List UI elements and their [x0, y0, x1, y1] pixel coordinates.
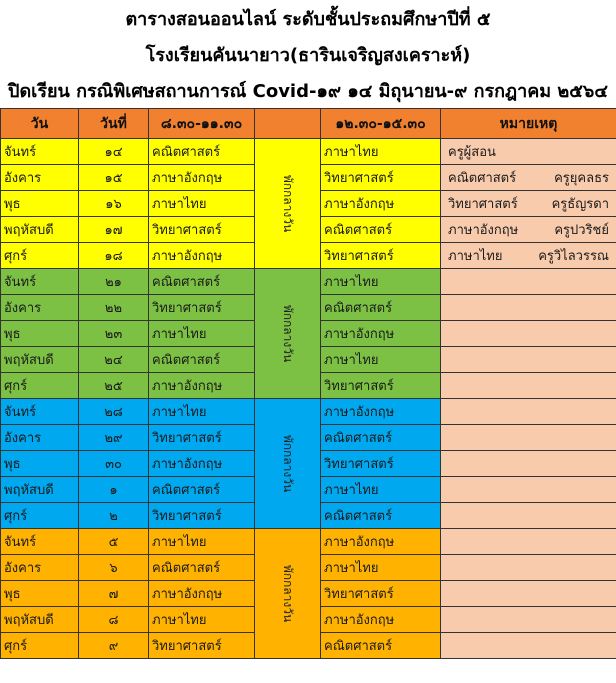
afternoon-subject-cell: ภาษาไทย — [321, 347, 441, 373]
morning-subject-cell: คณิตศาสตร์ — [149, 477, 255, 503]
morning-subject-cell: ภาษาไทย — [149, 607, 255, 633]
afternoon-subject-cell: คณิตศาสตร์ — [321, 217, 441, 243]
date-cell: ๒ — [79, 503, 149, 529]
note-subject: ภาษาอังกฤษ — [448, 223, 519, 238]
date-cell: ๑๘ — [79, 243, 149, 269]
note-cell — [441, 321, 616, 347]
morning-subject-cell: วิทยาศาสตร์ — [149, 425, 255, 451]
morning-subject-cell: ภาษาอังกฤษ — [149, 165, 255, 191]
note-subject: คณิตศาสตร์ — [448, 171, 517, 186]
morning-subject-cell: ภาษาอังกฤษ — [149, 373, 255, 399]
note-cell — [441, 607, 616, 633]
afternoon-subject-cell: คณิตศาสตร์ — [321, 503, 441, 529]
morning-subject-cell: ภาษาอังกฤษ — [149, 581, 255, 607]
date-cell: ๕ — [79, 529, 149, 555]
header-afternoon: ๑๒.๓๐-๑๕.๓๐ — [321, 109, 441, 139]
lunch-break-label: พักกลางวัน — [281, 434, 295, 493]
afternoon-subject-cell: ภาษาอังกฤษ — [321, 321, 441, 347]
afternoon-subject-cell: คณิตศาสตร์ — [321, 425, 441, 451]
afternoon-subject-cell: คณิตศาสตร์ — [321, 633, 441, 659]
note-cell — [441, 243, 616, 269]
afternoon-subject-cell: ภาษาอังกฤษ — [321, 191, 441, 217]
note-subject: ครูผู้สอน — [448, 145, 496, 160]
day-cell: พฤหัสบดี — [1, 477, 79, 503]
afternoon-subject-cell: คณิตศาสตร์ — [321, 295, 441, 321]
note-teacher: ครูปวริชย์ — [554, 223, 609, 238]
day-cell: อังคาร — [1, 425, 79, 451]
date-cell: ๒๕ — [79, 373, 149, 399]
day-cell: พุธ — [1, 581, 79, 607]
morning-subject-cell: คณิตศาสตร์ — [149, 269, 255, 295]
lunch-break-label: พักกลางวัน — [281, 304, 295, 363]
note-cell — [441, 191, 616, 217]
afternoon-subject-cell: วิทยาศาสตร์ — [321, 243, 441, 269]
day-cell: พุธ — [1, 321, 79, 347]
date-cell: ๒๒ — [79, 295, 149, 321]
header-row — [1, 109, 616, 139]
day-cell: ศุกร์ — [1, 373, 79, 399]
morning-subject-cell: ภาษาอังกฤษ — [149, 243, 255, 269]
morning-subject-cell: ภาษาไทย — [149, 321, 255, 347]
afternoon-subject-cell: ภาษาไทย — [321, 269, 441, 295]
date-cell: ๙ — [79, 633, 149, 659]
note-cell — [441, 347, 616, 373]
table-row — [1, 269, 616, 295]
day-cell: จันทร์ — [1, 529, 79, 555]
lunch-break-cell — [255, 399, 321, 529]
schedule-table — [0, 108, 616, 659]
note-teacher: ครูยุคลธร — [554, 171, 609, 186]
lunch-break-cell — [255, 269, 321, 399]
morning-subject-cell: คณิตศาสตร์ — [149, 139, 255, 165]
note-cell — [441, 217, 616, 243]
day-cell: อังคาร — [1, 555, 79, 581]
lunch-break-cell — [255, 139, 321, 269]
date-cell: ๑๕ — [79, 165, 149, 191]
table-row — [1, 399, 616, 425]
morning-subject-cell: วิทยาศาสตร์ — [149, 633, 255, 659]
note-cell — [441, 477, 616, 503]
afternoon-subject-cell: ภาษาไทย — [321, 555, 441, 581]
date-cell: ๑๖ — [79, 191, 149, 217]
afternoon-subject-cell: วิทยาศาสตร์ — [321, 373, 441, 399]
day-cell: จันทร์ — [1, 269, 79, 295]
morning-subject-cell: ภาษาไทย — [149, 399, 255, 425]
day-cell: จันทร์ — [1, 139, 79, 165]
morning-subject-cell: วิทยาศาสตร์ — [149, 217, 255, 243]
table-row — [1, 529, 616, 555]
lunch-break-label: พักกลางวัน — [281, 174, 295, 233]
day-cell: ศุกร์ — [1, 243, 79, 269]
morning-subject-cell: คณิตศาสตร์ — [149, 347, 255, 373]
note-cell — [441, 503, 616, 529]
header-note: หมายเหตุ — [441, 109, 616, 139]
lunch-break-label: พักกลางวัน — [281, 564, 295, 623]
afternoon-subject-cell: ภาษาอังกฤษ — [321, 399, 441, 425]
day-cell: ศุกร์ — [1, 503, 79, 529]
afternoon-subject-cell: วิทยาศาสตร์ — [321, 165, 441, 191]
day-cell: อังคาร — [1, 295, 79, 321]
afternoon-subject-cell: วิทยาศาสตร์ — [321, 451, 441, 477]
date-cell: ๒๘ — [79, 399, 149, 425]
day-cell: พุธ — [1, 191, 79, 217]
morning-subject-cell: ภาษาไทย — [149, 191, 255, 217]
note-cell — [441, 451, 616, 477]
afternoon-subject-cell: ภาษาอังกฤษ — [321, 607, 441, 633]
date-cell: ๓๐ — [79, 451, 149, 477]
note-cell — [441, 295, 616, 321]
day-cell: พุธ — [1, 451, 79, 477]
lunch-break-cell — [255, 529, 321, 659]
date-cell: ๘ — [79, 607, 149, 633]
note-cell — [441, 269, 616, 295]
morning-subject-cell: ภาษาไทย — [149, 529, 255, 555]
note-teacher: ครูธัญรดา — [551, 197, 609, 212]
date-cell: ๑ — [79, 477, 149, 503]
note-cell — [441, 165, 616, 191]
date-cell: ๒๙ — [79, 425, 149, 451]
date-cell: ๖ — [79, 555, 149, 581]
header-day: วัน — [1, 109, 79, 139]
afternoon-subject-cell: ภาษาอังกฤษ — [321, 529, 441, 555]
note-cell — [441, 633, 616, 659]
note-cell — [441, 581, 616, 607]
morning-subject-cell: คณิตศาสตร์ — [149, 555, 255, 581]
header-break — [255, 109, 321, 139]
date-cell: ๑๔ — [79, 139, 149, 165]
morning-subject-cell: วิทยาศาสตร์ — [149, 295, 255, 321]
day-cell: อังคาร — [1, 165, 79, 191]
title-line-1: ตารางสอนออนไลน์ ระดับชั้นประถมศึกษาปีที่ ๕ — [0, 0, 616, 37]
note-subject: ภาษาไทย — [448, 249, 503, 264]
day-cell: พฤหัสบดี — [1, 607, 79, 633]
morning-subject-cell: วิทยาศาสตร์ — [149, 503, 255, 529]
title-line-2: โรงเรียนคันนายาว(ธารินเจริญสงเคราะห์) — [0, 36, 616, 73]
day-cell: พฤหัสบดี — [1, 217, 79, 243]
morning-subject-cell: ภาษาอังกฤษ — [149, 451, 255, 477]
date-cell: ๑๗ — [79, 217, 149, 243]
afternoon-subject-cell: วิทยาศาสตร์ — [321, 581, 441, 607]
note-cell — [441, 529, 616, 555]
title-line-3: ปิดเรียน กรณิพิเศษสถานการณ์ Covid-๑๙ ๑๔ มิถุนายน-๙ กรกฎาคม ๒๕๖๔ — [0, 72, 616, 109]
afternoon-subject-cell: ภาษาไทย — [321, 139, 441, 165]
date-cell: ๒๔ — [79, 347, 149, 373]
afternoon-subject-cell: ภาษาไทย — [321, 477, 441, 503]
note-cell — [441, 425, 616, 451]
header-date: วันที่ — [79, 109, 149, 139]
date-cell: ๒๑ — [79, 269, 149, 295]
note-cell — [441, 399, 616, 425]
note-cell — [441, 373, 616, 399]
date-cell: ๗ — [79, 581, 149, 607]
note-cell — [441, 139, 616, 165]
note-subject: วิทยาศาสตร์ — [448, 197, 518, 212]
date-cell: ๒๓ — [79, 321, 149, 347]
day-cell: พฤหัสบดี — [1, 347, 79, 373]
day-cell: ศุกร์ — [1, 633, 79, 659]
table-row — [1, 139, 616, 165]
header-morning: ๘.๓๐-๑๑.๓๐ — [149, 109, 255, 139]
note-cell — [441, 555, 616, 581]
note-teacher: ครูวิไลวรรณ — [538, 249, 609, 264]
day-cell: จันทร์ — [1, 399, 79, 425]
